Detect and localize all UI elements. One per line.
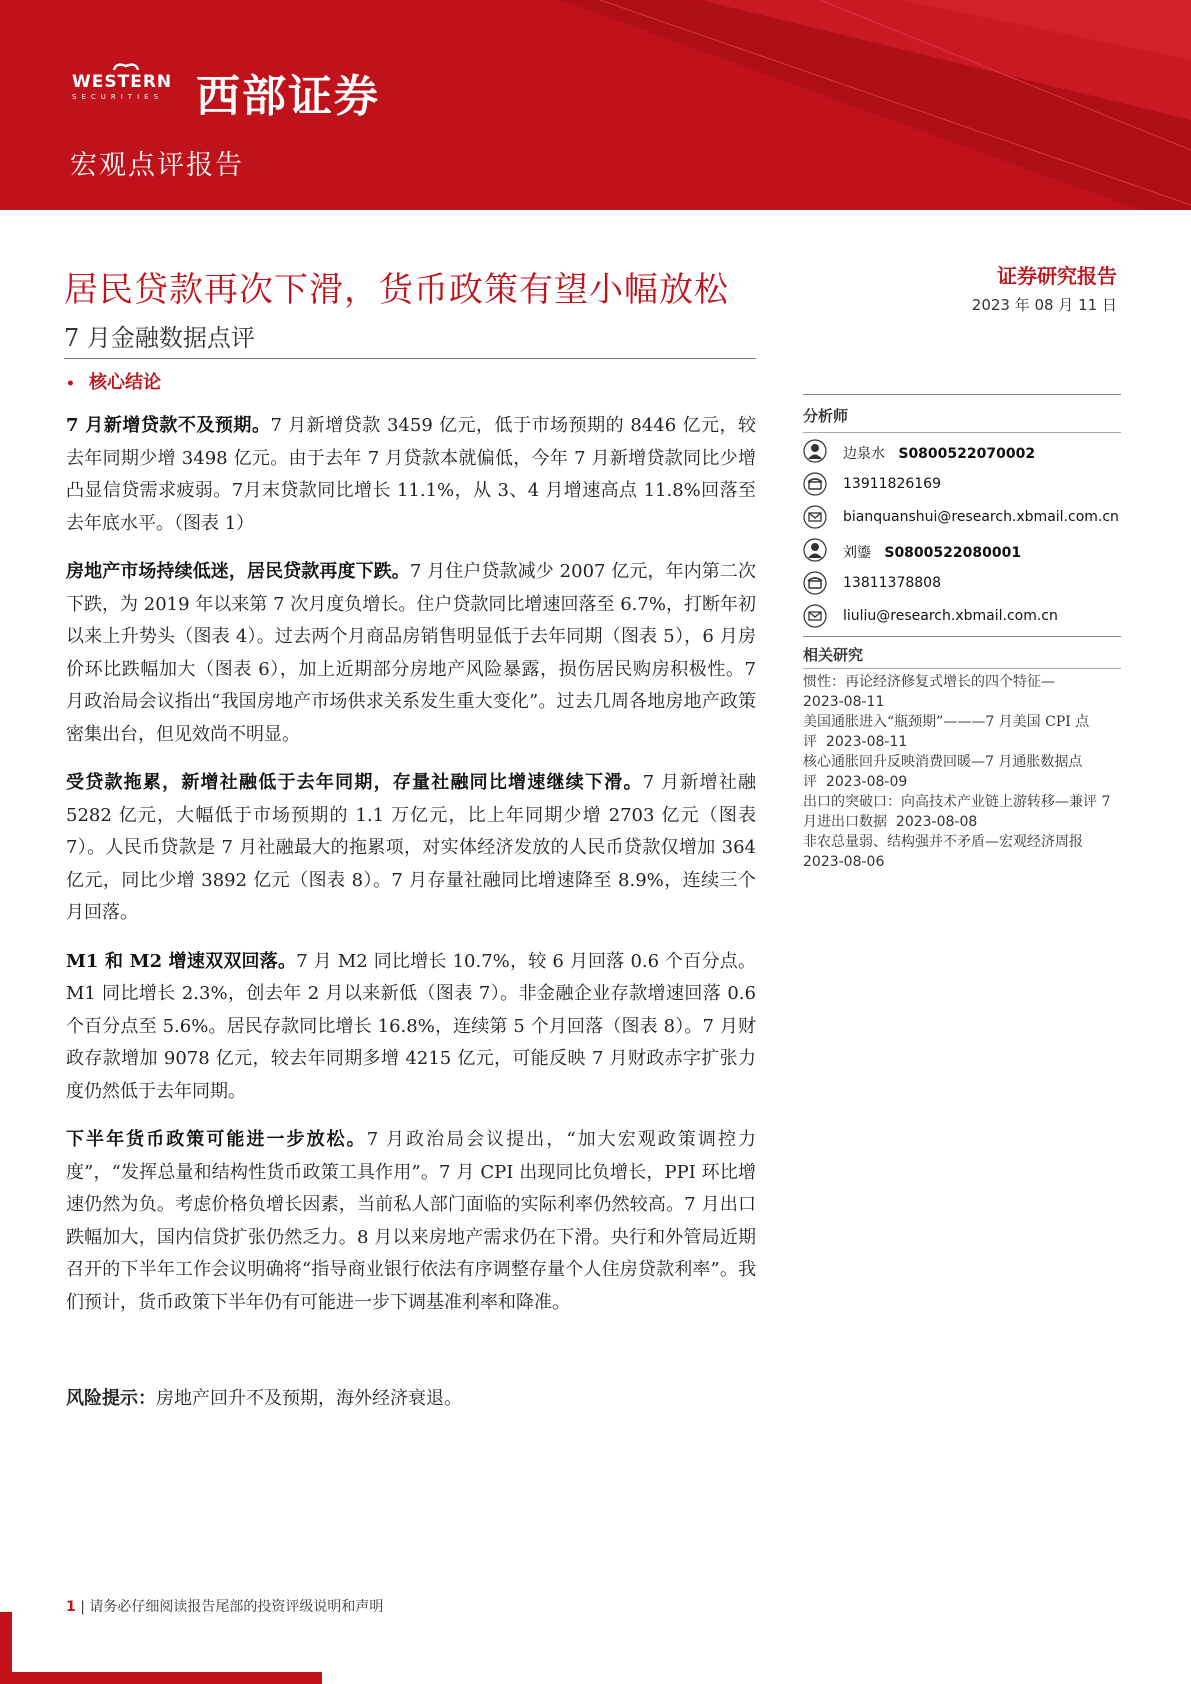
logo-en-text: WESTERN bbox=[72, 72, 173, 92]
analyst-license: S0800522070002 bbox=[898, 446, 1036, 462]
paragraph-text: 7 月政治局会议提出，“加大宏观政策调控力度”，“发挥总量和结构性货币政策工具作用”。7 月 CPI 出现同比负增长，PPI 环比增速仍然为负。考虑价格负增长因素，当前私人部门面临的实际利率仍然较高。7 月出口跌幅加大，国内信贷扩张仍然乏力。8 月以来房地产需求仍在下滑。央行和外管局近期召开的下半年工作会议明确将“指导商业银行依法有序调整存量个人住房贷款利率”。我们预计，货币政策下半年仍有可能进一步下调基准利率和降准。 bbox=[66, 1129, 757, 1313]
analyst-name: 边泉水 bbox=[843, 446, 885, 462]
paragraph bbox=[66, 556, 756, 751]
main-body bbox=[66, 410, 756, 1335]
paragraph bbox=[66, 410, 756, 540]
footer-note: | 请务必仔细阅读报告尾部的投资评级说明和声明 bbox=[80, 1599, 384, 1615]
mail-icon bbox=[803, 604, 827, 628]
logo-english[interactable] bbox=[72, 72, 182, 101]
analyst-phone-row bbox=[803, 569, 1121, 601]
paragraph-lead: 房地产市场持续低迷，居民贷款再度下跌。 bbox=[66, 561, 410, 582]
sidebar-divider bbox=[803, 668, 1121, 669]
header-banner bbox=[0, 0, 1191, 210]
paragraph-text: 7 月住户贷款减少 2007 亿元，年内第二次下跌，为 2019 年以来第 7 次月度负增长。住户贷款同比增速回落至 6.7%，打断年初以来上升势头（图表 4）。过去两个月商品房销售明显低于去年同期（图表 5），6 月房价环比跌幅加大（图表 6），加上近期部分房地产风险暴露，损伤居民购房积极性。7 月政治局会议指出“我国房地产市场供求关系发生重大变化”。过去几周各地房地产政策密集出台，但见效尚不明显。 bbox=[66, 561, 756, 745]
analyst-phone[interactable]: 13811378808 bbox=[843, 575, 941, 591]
related-item[interactable] bbox=[803, 792, 1121, 832]
related-item[interactable] bbox=[803, 672, 1121, 712]
paragraph-lead: 7 月新增贷款不及预期。 bbox=[66, 415, 271, 436]
logo-chinese: 西部证券 bbox=[196, 71, 380, 122]
analyst-email[interactable]: bianquanshui@research.xbmail.com.cn bbox=[843, 509, 1119, 525]
analyst-info bbox=[843, 443, 1035, 463]
bull-horns-icon bbox=[112, 60, 140, 72]
logo-en-sub: SECURITIES bbox=[72, 93, 164, 101]
analyst-license: S0800522080001 bbox=[884, 545, 1022, 561]
related-title: 核心通胀回升反映消费回暖—7 月通胀数据点评 bbox=[803, 754, 1083, 790]
related-date: 2023-08-06 bbox=[803, 854, 885, 870]
risk-note bbox=[66, 1384, 462, 1410]
paragraph-lead: M1 和 M2 增速双双回落。 bbox=[66, 950, 297, 972]
paragraph-text: 7 月新增贷款 3459 亿元，低于市场预期的 8446 亿元，较去年同期少增 3498 亿元。由于去年 7 月贷款本就偏低，今年 7 月新增贷款同比少增凸显信贷需求疲弱。7月末贷款同比增长 11.1%，从 3、4 月增速高点 11.8%回落至去年底水平。（图表 1） bbox=[66, 415, 756, 534]
person-icon bbox=[803, 439, 827, 463]
paragraph-text: 7 月 M2 同比增长 10.7%，较 6 月回落 0.6 个百分点。M1 同比增长 2.3%，创去年 2 月以来新低（图表 7）。非金融企业存款增速回落 0.6 个百分点至 5.6%。居民存款同比增长 16.8%，连续第 5 个月回落（图表 8）。7 月财政存款增加 9078 亿元，较去年同期多增 4215 亿元，可能反映 7 月财政赤字扩张力度仍然低于去年同期。 bbox=[66, 950, 756, 1102]
person-icon bbox=[803, 538, 827, 562]
related-title: 非农总量弱、结构强并不矛盾—宏观经济周报 bbox=[803, 834, 1083, 850]
section-heading bbox=[66, 368, 161, 394]
phone-icon bbox=[803, 472, 827, 496]
analyst-info bbox=[843, 542, 1021, 562]
paragraph-lead: 受贷款拖累，新增社融低于去年同期，存量社融同比增速继续下滑。 bbox=[66, 772, 643, 793]
analyst-email[interactable]: liuliu@research.xbmail.com.cn bbox=[843, 608, 1058, 624]
report-subtitle: 7 月金融数据点评 bbox=[64, 324, 255, 352]
report-title: 居民贷款再次下滑，货币政策有望小幅放松 bbox=[64, 270, 729, 310]
related-date: 2023-08-09 bbox=[825, 774, 908, 790]
analyst-email-row bbox=[803, 602, 1121, 634]
paragraph-lead: 下半年货币政策可能进一步放松。 bbox=[66, 1129, 367, 1150]
corner-accent bbox=[0, 1672, 322, 1684]
mail-icon bbox=[803, 505, 827, 529]
section-heading-text: 核心结论 bbox=[88, 372, 161, 393]
paragraph-text: 7 月新增社融 5282 亿元，大幅低于市场预期的 1.1 万亿元，比上年同期少增 2703 亿元（图表 7）。人民币贷款是 7 月社融最大的拖累项，对实体经济发放的人民币贷款仅增加 364 亿元，同比少增 3892 亿元（图表 8）。7 月存量社融同比增速降至 8.9%，连续三个月回落。 bbox=[66, 772, 756, 923]
sidebar-report-type: 证券研究报告 bbox=[997, 264, 1117, 288]
phone-icon bbox=[803, 571, 827, 595]
sidebar-divider bbox=[803, 636, 1121, 637]
sidebar-divider bbox=[803, 432, 1121, 433]
related-item[interactable] bbox=[803, 832, 1121, 872]
related-title: 美国通胀进入“瓶颈期”———7 月美国 CPI 点评 bbox=[803, 714, 1090, 750]
related-item[interactable] bbox=[803, 752, 1121, 792]
report-type: 宏观点评报告 bbox=[70, 150, 244, 181]
paragraph bbox=[66, 946, 756, 1109]
analyst-name-row bbox=[803, 437, 1121, 469]
related-heading: 相关研究 bbox=[803, 646, 864, 664]
page-footer bbox=[66, 1596, 383, 1616]
bullet-icon: • bbox=[66, 376, 75, 392]
related-item[interactable] bbox=[803, 712, 1121, 752]
risk-text: 房地产回升不及预期，海外经济衰退。 bbox=[156, 1388, 462, 1409]
analyst-email-row bbox=[803, 503, 1121, 535]
paragraph bbox=[66, 1124, 756, 1319]
analyst-phone[interactable]: 13911826169 bbox=[843, 476, 941, 492]
analyst-heading: 分析师 bbox=[803, 407, 849, 425]
related-research-list bbox=[803, 672, 1121, 872]
title-divider bbox=[64, 358, 756, 359]
analyst-name-row bbox=[803, 536, 1121, 568]
related-date: 2023-08-11 bbox=[803, 694, 885, 710]
page-number: 1 bbox=[66, 1599, 76, 1615]
analyst-phone-row bbox=[803, 470, 1121, 502]
related-title: 出口的突破口：向高技术产业链上游转移—兼评 7 月进出口数据 bbox=[803, 794, 1111, 830]
analyst-name: 刘鎏 bbox=[843, 545, 871, 561]
paragraph bbox=[66, 767, 756, 930]
sidebar-divider bbox=[803, 394, 1121, 395]
risk-lead: 风险提示： bbox=[66, 1388, 156, 1409]
related-date: 2023-08-11 bbox=[825, 734, 908, 750]
related-title: 惯性：再论经济修复式增长的四个特征— bbox=[803, 674, 1055, 690]
related-date: 2023-08-08 bbox=[895, 814, 978, 830]
report-date: 2023 年 08 月 11 日 bbox=[971, 296, 1117, 314]
